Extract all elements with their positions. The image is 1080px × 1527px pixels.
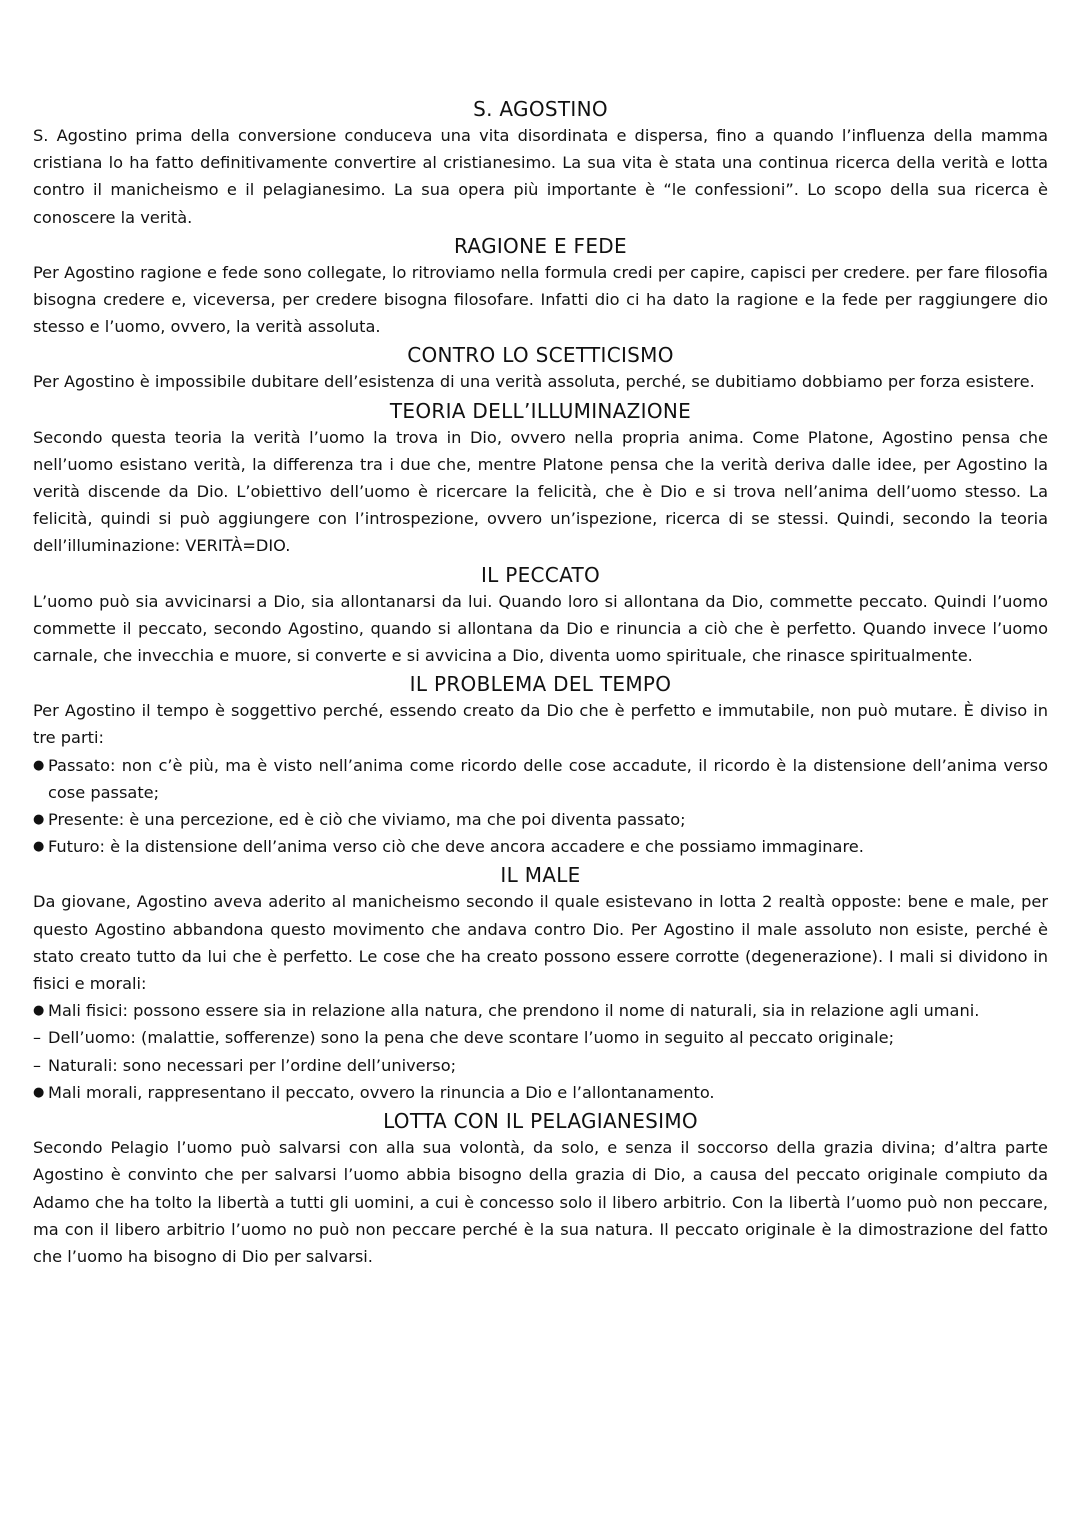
list-item: ● Futuro: è la distensione dell’anima verso ciò che deve ancora accadere e che possiamo immaginare.: [33, 833, 1048, 860]
section-ragione-e-fede: [33, 233, 1048, 341]
section-body: Per Agostino il tempo è soggettivo perché, essendo creato da Dio che è perfetto e immutabile, non può mutare. È diviso in tre parti:: [33, 701, 1048, 748]
list-item: – Dell’uomo: (malattie, sofferenze) sono la pena che deve scontare l’uomo in seguito al peccato originale;: [33, 1024, 1048, 1051]
dash-list: [33, 1024, 1048, 1078]
section-s-agostino: [33, 96, 1048, 231]
section-il-peccato: [33, 562, 1048, 670]
section-title: LOTTA CON IL PELAGIANESIMO: [383, 1109, 698, 1134]
bullet-list: [33, 1079, 1048, 1106]
section-body: S. Agostino prima della conversione conduceva una vita disordinata e dispersa, fino a quando l’influenza della mamma cristiana lo ha fatto definitivamente convertire al cristianesimo. La sua vita è stata una continua ricerca della verità e lotta contro il manicheismo e il pelagianesimo. La sua opera più importante è “le confessioni”. Lo scopo della sua ricerca è conoscere la verità.: [33, 126, 1048, 227]
section-title: RAGIONE E FEDE: [454, 233, 627, 258]
list-item: – Naturali: sono necessari per l’ordine dell’universo;: [33, 1052, 1048, 1079]
list-item: ● Passato: non c’è più, ma è visto nell’anima come ricordo delle cose accadute, il ricordo è la distensione dell’anima verso cose passate;: [33, 752, 1048, 806]
section-body: Per Agostino ragione e fede sono collegate, lo ritroviamo nella formula credi per capire, capisci per credere. per fare filosofia bisogna credere e, viceversa, per credere bisogna filosofare. Infatti dio ci ha dato la ragione e la fede per raggiungere dio stesso e l’uomo, ovvero, la verità assoluta.: [33, 262, 1048, 337]
bullet-list: [33, 752, 1048, 861]
section-lotta-pelagianesimo: [33, 1108, 1048, 1270]
section-problema-del-tempo: [33, 671, 1048, 860]
section-body: Secondo questa teoria la verità l’uomo la trova in Dio, ovvero nella propria anima. Come Platone, Agostino pensa che nell’uomo esistano verità, la differenza tra i due che, mentre Platone pensa che la verità deriva dalle idee, per Agostino la verità discende da Dio. L’obiettivo dell’uomo è ricercare la felicità, che è Dio e si trova nell’anima dell’uomo stesso. La felicità, quindi si può aggiungere con l’introspezione, ovvero un’ispezione, ricerca di se stessi. Quindi, secondo la teoria dell’illuminazione: VERITÀ=DIO.: [33, 427, 1048, 556]
section-title: IL MALE: [500, 863, 581, 888]
section-teoria-illuminazione: [33, 398, 1048, 560]
bullet-list: [33, 997, 1048, 1024]
section-body: Secondo Pelagio l’uomo può salvarsi con alla sua volontà, da solo, e senza il soccorso della grazia divina; d’altra parte Agostino è convinto che per salvarsi l’uomo abbia bisogno della grazia di Dio, a causa del peccato originale compiuto da Adamo che ha tolto la libertà a tutti gli uomini, a cui è concesso solo il libero arbitrio. Con la libertà l’uomo può non peccare, ma con il libero arbitrio l’uomo no può non peccare perché è la sua natura. Il peccato originale è la dimostrazione del fatto che l’uomo ha bisogno di Dio per salvarsi.: [33, 1138, 1048, 1266]
section-body: Per Agostino è impossibile dubitare dell’esistenza di una verità assoluta, perché, se dubitiamo dobbiamo per forza esistere.: [33, 372, 1035, 392]
section-title: TEORIA DELL’ILLUMINAZIONE: [389, 398, 692, 423]
section-body: L’uomo può sia avvicinarsi a Dio, sia allontanarsi da lui. Quando loro si allontana da Dio, commette peccato. Quindi l’uomo commette il peccato, secondo Agostino, quando si allontana da Dio e rinuncia a ciò che è perfetto. Quando invece l’uomo carnale, che invecchia e muore, si converte e si avvicina a Dio, diventa uomo spirituale, che rinasce spiritualmente.: [33, 591, 1048, 666]
section-title: S. AGOSTINO: [473, 97, 608, 121]
section-title: IL PECCATO: [480, 562, 601, 587]
list-item: ● Mali morali, rappresentano il peccato, ovvero la rinuncia a Dio e l’allontanamento.: [33, 1079, 1048, 1106]
section-title: CONTRO LO SCETTICISMO: [407, 343, 674, 368]
section-il-male: [33, 862, 1048, 1106]
section-title: IL PROBLEMA DEL TEMPO: [409, 672, 672, 697]
list-item: ● Mali fisici: possono essere sia in relazione alla natura, che prendono il nome di naturali, sia in relazione agli umani.: [33, 997, 1048, 1024]
document-page: [33, 94, 1048, 1270]
section-body: Da giovane, Agostino aveva aderito al manicheismo secondo il quale esistevano in lotta 2 realtà opposte: bene e male, per questo Agostino abbandona questo movimento che andava contro Dio. Per Agostino il male assoluto non esiste, perché è stato creato tutto da lui che è perfetto. Le cose che ha creato possono essere corrotte (degenerazione). I mali si dividono in fisici e morali:: [33, 892, 1048, 994]
section-contro-lo-scetticismo: [33, 342, 1048, 395]
list-item: ● Presente: è una percezione, ed è ciò che viviamo, ma che poi diventa passato;: [33, 806, 1048, 833]
